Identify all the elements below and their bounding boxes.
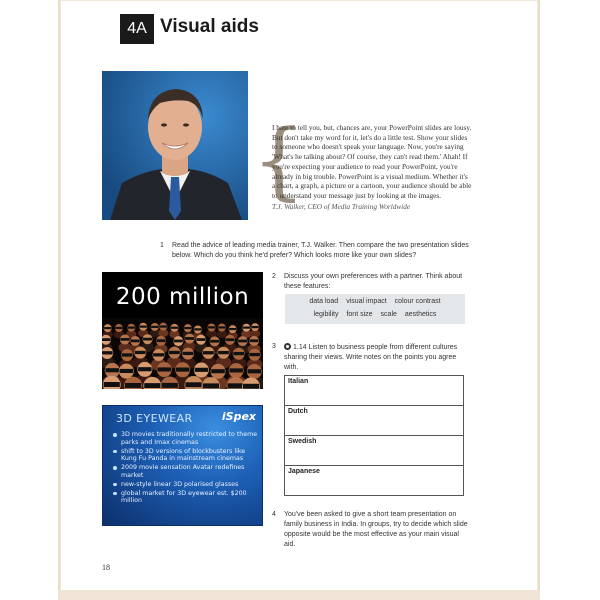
list-item: shift to 3D versions of blockbusters like Kung Fu Panda in mainstream cinemas xyxy=(113,448,259,463)
quote-text: I hate to tell you, but, chances are, your PowerPoint slides are lousy. But don't take my word for it, let's do a little test. Show your slides to someone who doesn't speak your language. Now, you're saying 'What's he talking about? Of course, they can't read them.' Ahah! If you're expecting your audience to read your PowerPoint, you're already in big trouble. PowerPoint is a visual medium. Whether it's a chart, a graph, a picture or a cartoon, your audience should be able to understand your message just by looking at the images. xyxy=(272,123,472,200)
feature-item: scale xyxy=(380,311,397,318)
audio-cd-icon[interactable] xyxy=(284,343,291,350)
unit-title: Visual aids xyxy=(160,16,259,37)
task-text: Listen to business people from different cultures sharing their views. Write notes on the points you agree with. xyxy=(284,344,458,371)
feature-item: font size xyxy=(346,311,373,318)
portrait-photo xyxy=(102,71,248,220)
task-text: Read the advice of leading media trainer, T.J. Walker. Then compare the two presentation slides below. Which do you think he'd prefer? Which looks more like your own slides? xyxy=(172,242,469,259)
slide-3d-eyewear xyxy=(102,405,263,526)
task-text: Discuss your own preferences with a partner. Think about these features: xyxy=(284,273,463,290)
page-number: 18 xyxy=(102,563,110,572)
task-3 xyxy=(272,342,469,373)
slide2-bullet-list xyxy=(113,431,259,506)
quote-brace: { xyxy=(252,111,306,209)
list-item: new-style linear 3D polarised glasses xyxy=(113,481,259,489)
feature-item: aesthetics xyxy=(404,311,437,318)
quote-attribution: T.J. Walker, CEO of Media Training Worldwide xyxy=(272,201,411,211)
task-1 xyxy=(160,241,472,261)
notes-table xyxy=(284,375,464,496)
features-box xyxy=(285,294,465,324)
table-row xyxy=(285,466,464,496)
table-row xyxy=(285,436,464,466)
unit-badge: 4A xyxy=(120,14,154,44)
table-row xyxy=(285,406,464,436)
task-number: 2 xyxy=(272,273,276,280)
feature-item: colour contrast xyxy=(394,298,441,305)
slide2-title: 3D EYEWEAR xyxy=(116,412,193,425)
task-number: 1 xyxy=(160,242,164,249)
track-number: 1.14 xyxy=(293,344,307,351)
language-cell[interactable]: Dutch xyxy=(285,406,464,436)
feature-item: visual impact xyxy=(346,298,387,305)
task-number: 3 xyxy=(272,343,276,350)
portrait-illustration xyxy=(102,71,248,220)
task-2 xyxy=(272,272,469,292)
page-edge xyxy=(58,590,540,600)
slide-200-million xyxy=(102,272,263,389)
feature-item: legibility xyxy=(313,311,339,318)
audience-crowd-illustration xyxy=(102,318,263,389)
list-item: 2009 movie sensation Avatar redefines market xyxy=(113,464,259,479)
language-cell[interactable]: Swedish xyxy=(285,436,464,466)
task-4 xyxy=(272,510,469,550)
slide1-title: 200 million xyxy=(115,284,250,310)
task-number: 4 xyxy=(272,511,276,518)
language-cell[interactable]: Japanese xyxy=(285,466,464,496)
quote-block xyxy=(272,123,472,211)
feature-item: data load xyxy=(309,298,339,305)
list-item: global market for 3D eyewear est. $200 million xyxy=(113,490,259,505)
features-row-2 xyxy=(285,311,465,318)
task-text: You've been asked to give a short team presentation on family business in India. In groups, try to decide which slide opposite would be the most effective as your main visual aid. xyxy=(284,511,468,548)
table-row xyxy=(285,376,464,406)
slide2-brand-logo: iSpex xyxy=(221,410,256,423)
features-row-1 xyxy=(285,298,465,305)
language-cell[interactable]: Italian xyxy=(285,376,464,406)
list-item: 3D movies traditionally restricted to theme parks and Imax cinemas xyxy=(113,431,259,446)
